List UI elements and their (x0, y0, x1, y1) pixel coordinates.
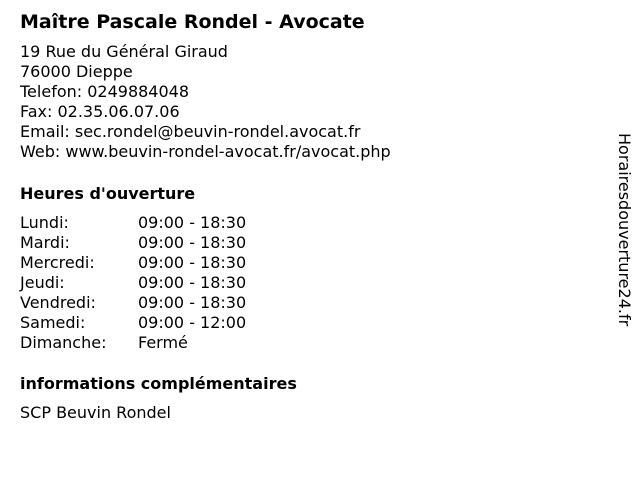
hours-row (20, 333, 246, 353)
hours-time: 09:00 - 18:30 (138, 253, 247, 272)
hours-row (20, 293, 246, 313)
hours-day: Vendredi: (20, 293, 96, 312)
hours-day: Jeudi: (20, 273, 65, 292)
hours-day: Samedi: (20, 313, 86, 332)
site-watermark (612, 133, 636, 373)
hours-day: Mercredi: (20, 253, 95, 272)
phone-number[interactable]: Telefon: 0249884048 (20, 82, 190, 101)
hours-table (20, 213, 246, 353)
hours-day: Mardi: (20, 233, 70, 252)
page-title: Maître Pascale Rondel - Avocate (20, 11, 365, 33)
email-address[interactable]: Email: sec.rondel@beuvin-rondel.avocat.fr (20, 122, 361, 141)
hours-row (20, 313, 246, 333)
hours-time: 09:00 - 18:30 (138, 273, 247, 292)
extra-info-heading: informations complémentaires (20, 374, 297, 393)
fax-number: Fax: 02.35.06.07.06 (20, 102, 180, 121)
hours-row (20, 213, 246, 233)
hours-time: 09:00 - 18:30 (138, 213, 247, 232)
website-link[interactable]: Web: www.beuvin-rondel-avocat.fr/avocat.php (20, 142, 391, 161)
hours-heading: Heures d'ouverture (20, 184, 196, 203)
hours-time: 09:00 - 18:30 (138, 233, 247, 252)
hours-row (20, 233, 246, 253)
contact-info (20, 42, 391, 162)
address-city: 76000 Dieppe (20, 62, 133, 81)
hours-day: Dimanche: (20, 333, 107, 352)
hours-day: Lundi: (20, 213, 69, 232)
hours-time: 09:00 - 12:00 (138, 313, 247, 332)
address-street: 19 Rue du Général Giraud (20, 42, 228, 61)
hours-time: Fermé (138, 333, 188, 352)
hours-row (20, 273, 246, 293)
hours-row (20, 253, 246, 273)
hours-time: 09:00 - 18:30 (138, 293, 247, 312)
site-watermark-text: Horairesdouverture24.fr (615, 133, 634, 327)
extra-info-text: SCP Beuvin Rondel (20, 403, 171, 422)
